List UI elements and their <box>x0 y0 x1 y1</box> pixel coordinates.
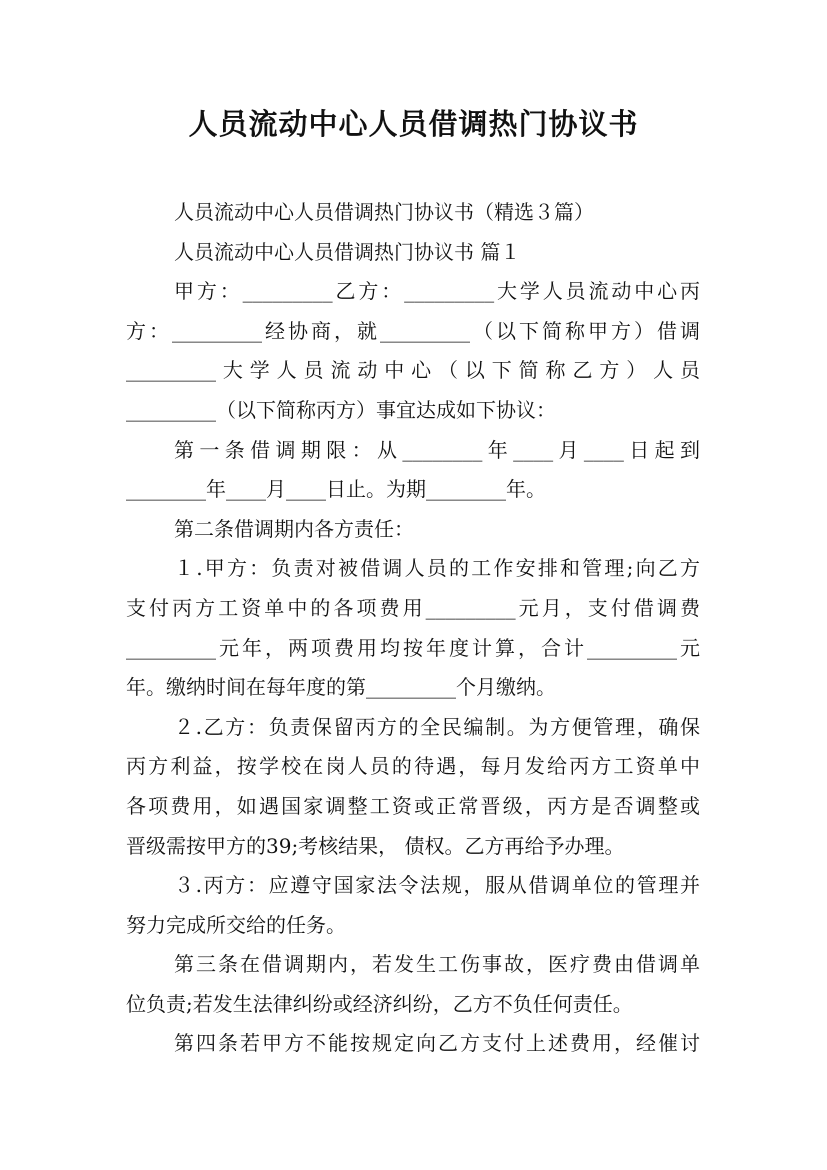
text-line: 人员流动中心人员借调热门协议书（精选３篇） <box>174 200 594 224</box>
text-line: 晋级需按甲方的39;考核结果， 债权。乙方再给予办理。 <box>126 833 625 858</box>
text-line: 年。缴纳时间在每年度的第_________个月缴纳。 <box>126 675 556 700</box>
text-line: 第一条借调期限：从________年____月____日起到 <box>174 437 700 462</box>
text-line: ２.乙方：负责保留丙方的全民编制。为方便管理，确保 <box>174 714 700 739</box>
document-body <box>126 193 700 1064</box>
text-line: 第三条在借调期内，若发生工伤事故，医疗费由借调单 <box>174 952 700 977</box>
text-line: 支付丙方工资单中的各项费用_________元月，支付借调费 <box>126 595 700 620</box>
text-line: 方：_________经协商，就_________（以下简称甲方）借调 <box>126 318 700 343</box>
text-line: 第二条借调期内各方责任： <box>174 516 414 541</box>
text-line: ３.丙方：应遵守国家法令法规，服从借调单位的管理并 <box>174 873 700 898</box>
text-line: _________大学人员流动中心（以下简称乙方）人员 <box>126 358 700 383</box>
text-line: 人员流动中心人员借调热门协议书 篇１ <box>174 239 521 264</box>
text-line: 丙方利益，按学校在岗人员的待遇，每月发给丙方工资单中 <box>126 754 700 779</box>
text-line: _________元年，两项费用均按年度计算，合计_________元 <box>126 635 700 660</box>
text-line: １.甲方：负责对被借调人员的工作安排和管理;向乙方 <box>174 556 700 581</box>
document-title: 人员流动中心人员借调热门协议书 <box>188 107 639 141</box>
text-line: 位负责;若发生法律纠纷或经济纠纷，乙方不负任何责任。 <box>126 991 633 1016</box>
text-line: 各项费用，如遇国家调整工资或正常晋级，丙方是否调整或 <box>126 793 700 818</box>
text-line: _________（以下简称丙方）事宜达成如下协议： <box>126 397 556 422</box>
text-line: 努力完成所交给的任务。 <box>126 912 346 937</box>
text-line: ________年____月____日止。为期________年。 <box>126 477 546 502</box>
text-line: 甲方：_________乙方：_________大学人员流动中心丙 <box>174 279 700 304</box>
text-line: 第四条若甲方不能按规定向乙方支付上述费用，经催讨 <box>174 1031 700 1056</box>
